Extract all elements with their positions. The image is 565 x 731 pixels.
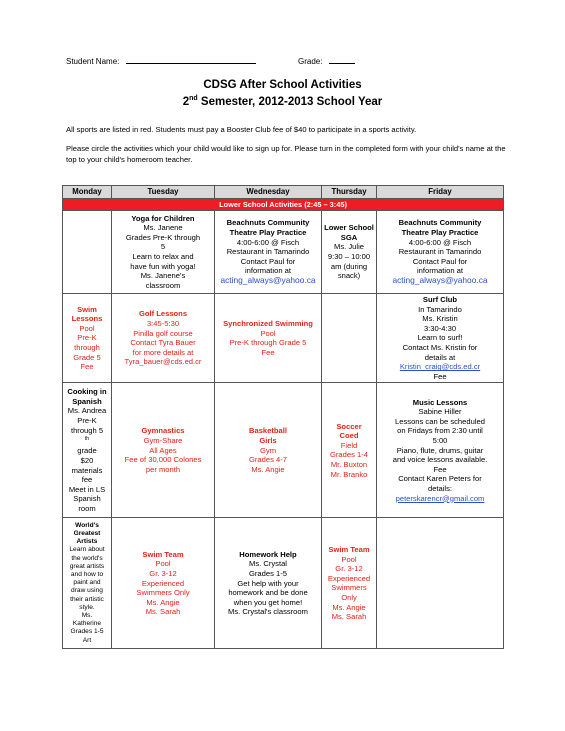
- activity-line: Learn to relax and: [132, 252, 194, 261]
- activity-line: for more details at: [132, 347, 194, 357]
- activity-line: Ms.: [81, 612, 93, 620]
- activity-title: Swim Team: [142, 549, 184, 559]
- activity-title: Yoga for Children: [131, 213, 195, 223]
- activity-line: fee: [81, 475, 93, 485]
- activity-line: Contact Tyra Bauer: [130, 338, 196, 348]
- activity-line: Learn to surf!: [417, 333, 463, 343]
- activity-line: Pool: [79, 323, 95, 333]
- activity-line: Ms. Kristin: [422, 314, 458, 324]
- activity-line: per month: [145, 464, 181, 474]
- activity-line: Restaurant in Tamarindo: [398, 247, 482, 257]
- activity-line: Learn about: [69, 546, 105, 554]
- activity-title: Gymnastics: [141, 426, 185, 436]
- activity-line: Contact Ms. Kristin for: [402, 342, 478, 352]
- activity-title: Surf Club: [422, 295, 458, 304]
- banner-row: [63, 199, 504, 211]
- activity-line: Mr. Branko: [330, 469, 368, 479]
- activity-line: Gr. 3-12: [335, 564, 363, 574]
- activity-line: on Fridays from 2:30 until: [397, 426, 483, 436]
- activity-title: Theatre Play Practice: [229, 228, 307, 238]
- header-row: [63, 186, 504, 199]
- table-row: [63, 294, 504, 383]
- activity-line: have fun with yoga!: [130, 261, 196, 271]
- activity-line: Grade 5: [73, 352, 101, 362]
- activity-line: Contact Paul for: [412, 256, 468, 266]
- activity-line: Ms. Angie: [332, 602, 366, 612]
- activity-title: Music Lessons: [412, 397, 468, 407]
- table-row: [63, 518, 504, 649]
- activity-title: Beachnuts Community: [226, 218, 310, 228]
- activity-line: and how to: [70, 571, 104, 579]
- title-semester-suffix: nd: [189, 95, 198, 102]
- activity-schedule-table: [62, 185, 504, 649]
- activity-line: 5: [160, 242, 166, 252]
- activity-line: their artistic: [70, 595, 104, 603]
- cell-friday-4: [377, 518, 504, 649]
- activity-line: am (during: [330, 261, 368, 271]
- activity-title: Beachnuts Community: [398, 218, 482, 228]
- header-friday: Friday: [377, 186, 504, 199]
- activity-line: Contact Paul for: [240, 256, 296, 266]
- activity-line: Grades 1-5: [249, 568, 287, 578]
- activity-line: Ms. Sarah: [145, 607, 181, 617]
- activity-title: Girls: [259, 435, 277, 445]
- activity-line: Ms. Julie: [334, 242, 364, 252]
- activity-golf-lessons[interactable]: [112, 294, 215, 383]
- activity-line: Katherine: [72, 620, 102, 628]
- activity-line: details at: [424, 352, 456, 362]
- activity-title: Swim Team: [328, 544, 370, 554]
- activity-gymnastics[interactable]: [112, 383, 215, 518]
- activity-surf-club[interactable]: [377, 294, 504, 383]
- activity-theatre-wednesday[interactable]: [215, 211, 322, 294]
- activity-line: Fee: [261, 347, 275, 357]
- activity-worlds-greatest-artists[interactable]: [63, 518, 112, 649]
- activity-line: style.: [79, 603, 95, 611]
- email-link[interactable]: Kristin_craig@cds.ed.cr: [399, 362, 481, 372]
- activity-title: Swim: [77, 304, 97, 314]
- activity-title: Soccer: [336, 421, 362, 431]
- activity-line: $20: [80, 455, 94, 465]
- activity-line: Lessons can be scheduled: [395, 416, 485, 426]
- activity-title: Coed: [339, 431, 359, 441]
- activity-line: paint and: [73, 579, 101, 587]
- activity-title: Spanish: [72, 396, 102, 406]
- student-name-line[interactable]: [126, 55, 256, 64]
- activity-line: Ms. Andrea: [67, 406, 107, 416]
- activity-line: In Tamarindo: [418, 304, 462, 314]
- activity-line: Mr. Buxton: [330, 459, 368, 469]
- title-line-1: CDSG After School Activities: [203, 79, 362, 91]
- activity-title: Artists: [76, 538, 98, 546]
- activity-line: Ms. Crystal's classroom: [228, 607, 308, 617]
- activity-line: Pool: [260, 328, 276, 338]
- activity-title: Basketball: [249, 426, 287, 436]
- activity-line: Ms. Angie: [146, 597, 180, 607]
- student-name-field[interactable]: [66, 55, 256, 66]
- activity-line: information at: [244, 266, 291, 276]
- activity-line: Ms. Angie: [251, 464, 285, 474]
- activity-yoga[interactable]: [112, 211, 215, 294]
- activity-line: details:: [427, 483, 453, 493]
- email-link[interactable]: peterskarencr@gmail.com: [395, 493, 485, 503]
- title-semester-number: 2: [182, 95, 190, 108]
- activity-line: Pre-K: [77, 333, 97, 343]
- activity-soccer-coed[interactable]: [322, 383, 377, 518]
- cell-thursday-2: [322, 294, 377, 383]
- activity-cooking-spanish[interactable]: [63, 383, 112, 518]
- grade-label: Grade:: [298, 57, 323, 66]
- activity-synchronized-swimming[interactable]: [215, 294, 322, 383]
- activity-email: Tyra_bauer@cds.ed.cr: [124, 357, 202, 367]
- activity-line: room: [78, 503, 96, 513]
- intro-sports-note: All sports are listed in red. Students must pay a Booster Club fee of $40 to participate in a sports activity.: [66, 125, 417, 134]
- activity-line: Pool: [155, 559, 171, 569]
- activity-line: Ms. Janene: [143, 223, 183, 233]
- activity-line: Field: [340, 440, 358, 450]
- activity-line: 9:30 – 10:00: [327, 252, 371, 261]
- activity-line: Ms. Janene's: [140, 271, 186, 281]
- activity-line: classroom: [145, 280, 181, 290]
- activity-line: snack): [337, 271, 361, 281]
- intro-instructions: Please circle the activities which your child would like to sign up for. Please turn in the completed form with your child's name at the top to your child's homeroom teacher.: [66, 144, 506, 164]
- activity-line: Gr. 3-12: [149, 568, 177, 578]
- activity-line: Piano, flute, drums, guitar: [396, 445, 484, 455]
- activity-line: 3:45-5:30: [146, 318, 180, 328]
- activity-line: Pre-K: [77, 416, 97, 425]
- activity-line: Meet in LS: [68, 484, 106, 494]
- activity-title: SGA: [340, 232, 358, 242]
- activity-title: Golf Lessons: [138, 309, 188, 319]
- activity-line: Contact Karen Peters for: [398, 474, 482, 484]
- activity-swim-team-thursday[interactable]: [322, 518, 377, 649]
- activity-title: Lower School: [324, 223, 374, 233]
- activity-line: Get help with your: [237, 578, 299, 588]
- activity-line: Only: [341, 592, 357, 602]
- activity-title: Homework Help: [239, 549, 297, 559]
- activity-line: draw using: [71, 587, 103, 595]
- activity-line-text: through 5: [70, 425, 104, 435]
- activity-line: through: [74, 342, 100, 352]
- grade-line[interactable]: [329, 55, 355, 64]
- ordinal-suffix: th: [84, 436, 90, 443]
- activity-line: Experienced: [327, 573, 371, 583]
- activity-line: Art: [82, 636, 92, 644]
- table-row: [63, 383, 504, 518]
- cell-monday-1: [63, 211, 112, 294]
- activity-line: Gym: [259, 445, 277, 455]
- activity-line: homework and be done: [228, 588, 308, 598]
- activity-line: great artists: [69, 562, 105, 570]
- activity-line: Grades 4-7: [249, 455, 287, 465]
- lower-school-banner: Lower School Activities (2:45 – 3:45): [63, 199, 504, 211]
- activity-line: Sabine Hiller: [418, 407, 462, 417]
- activity-line: Pool: [341, 554, 357, 564]
- activity-swim-lessons[interactable]: [63, 294, 112, 383]
- activity-homework-help[interactable]: [215, 518, 322, 649]
- activity-line: Swimmers Only: [136, 588, 190, 598]
- activity-line: information at: [416, 266, 463, 276]
- activity-line: All Ages: [149, 445, 177, 455]
- activity-line: Grades 1-4: [330, 450, 368, 460]
- activity-line: Fee of 30,000 Colones: [124, 455, 202, 465]
- activity-line: 3:30-4:30: [423, 323, 457, 333]
- header-wednesday: Wednesday: [215, 186, 322, 199]
- activity-line: [65, 426, 109, 447]
- activity-line: Fee: [433, 464, 447, 474]
- activity-line: Fee: [433, 371, 447, 381]
- activity-line: Fee: [80, 362, 94, 372]
- activity-sga[interactable]: [322, 211, 377, 294]
- activity-line: Restaurant in Tamarindo: [226, 247, 310, 257]
- activity-line: Pre-K through Grade 5: [229, 338, 307, 348]
- activity-line: and voice lessons available.: [392, 455, 488, 465]
- activity-basketball-girls[interactable]: [215, 383, 322, 518]
- activity-line: 4:00-6:00 @ Fisch: [408, 237, 472, 247]
- activity-music-lessons[interactable]: [377, 383, 504, 518]
- activity-line: Ms. Sarah: [331, 612, 367, 622]
- email-link[interactable]: acting_always@yahoo.ca: [392, 274, 488, 285]
- title-semester-text: Semester, 2012-2013 School Year: [197, 95, 383, 108]
- header-monday: Monday: [63, 186, 112, 199]
- activity-line: Grades 1-5: [70, 628, 104, 636]
- activity-title: Cooking in: [67, 387, 107, 397]
- activity-line: Grades Pre-K through: [125, 232, 201, 242]
- activity-line: Gym-Share: [143, 435, 183, 445]
- activity-title: Lessons: [71, 314, 103, 324]
- activity-title: Greatest: [73, 530, 101, 538]
- header-tuesday: Tuesday: [112, 186, 215, 199]
- document-title: [0, 78, 565, 109]
- email-link[interactable]: acting_always@yahoo.ca: [220, 274, 316, 285]
- activity-line: Experienced: [141, 578, 185, 588]
- activity-title: Synchronized Swimming: [223, 318, 313, 328]
- title-line-2: [0, 92, 565, 109]
- activity-line: materials: [71, 465, 103, 475]
- activity-line: Swimmers: [331, 583, 367, 593]
- activity-line: 5:00: [432, 435, 448, 445]
- activity-title: World's: [75, 521, 99, 529]
- activity-title: Theatre Play Practice: [401, 228, 479, 238]
- activity-line: grade: [77, 446, 97, 456]
- activity-theatre-friday[interactable]: [377, 211, 504, 294]
- activity-line: Spanish: [73, 494, 101, 504]
- table-row: [63, 211, 504, 294]
- activity-line: 4:00-6:00 @ Fisch: [236, 237, 300, 247]
- activity-line: Ms. Crystal: [249, 559, 287, 569]
- activity-line: when you get home!: [233, 597, 303, 607]
- header-thursday: Thursday: [322, 186, 377, 199]
- activity-line: Pinilla golf course: [133, 328, 193, 338]
- activity-line: the world's: [71, 554, 103, 562]
- activity-swim-team-tuesday[interactable]: [112, 518, 215, 649]
- grade-field[interactable]: [298, 55, 355, 66]
- student-name-label: Student Name:: [66, 57, 120, 66]
